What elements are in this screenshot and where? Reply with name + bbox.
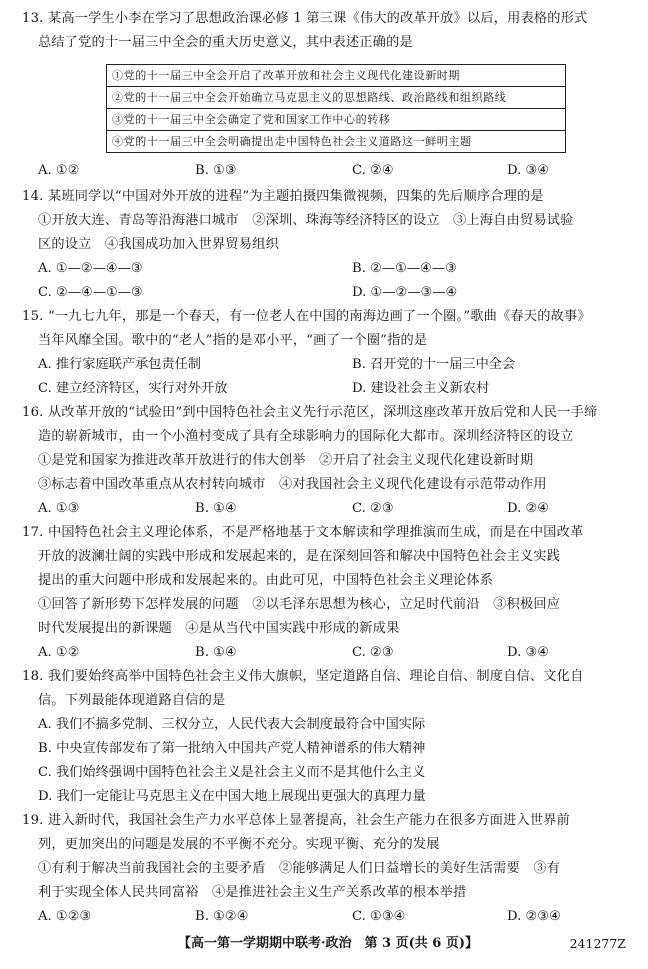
q17-option-c: C. ②③	[352, 645, 394, 660]
q16-option-b: B. ①④	[195, 501, 237, 516]
q16-option-d: D. ②④	[507, 501, 550, 516]
q19-option-d: D. ②③④	[507, 909, 561, 924]
q16-stem-line-3: ①是党和国家为推进改革开放进行的伟大创举 ②开启了社会主义现代化建设新时期	[38, 453, 534, 468]
q17-stem-line-2: 开放的波澜壮阔的实践中形成和发展起来的，是在深刻回答和解决中国特色社会主义实践	[38, 549, 561, 564]
q18-stem-line-1: 18. 我们要始终高举中国特色社会主义伟大旗帜，坚定道路自信、理论自信、制度自信、文化自	[22, 669, 584, 684]
q19-stem-line-4: 利于实现全体人民共同富裕 ④是推进社会主义生产关系改革的根本举措	[38, 885, 467, 900]
q18-option-b: B. 中央宣传部发布了第一批纳入中国共产党人精神谱系的伟大精神	[38, 741, 426, 756]
q15-option-d: D. 建设社会主义新农村	[352, 381, 490, 396]
q18-option-a: A. 我们不搞多党制、三权分立，人民代表大会制度最符合中国实际	[38, 717, 426, 732]
q19-option-a: A. ①②③	[38, 909, 92, 924]
q17-stem-line-1: 17. 中国特色社会主义理论体系，不是严格地基于文本解读和学理推演而生成，而是在中国改革	[22, 525, 584, 540]
q18-option-d: D. 我们一定能让马克思主义在中国大地上展现出更强大的真理力量	[38, 789, 426, 804]
q17-option-d: D. ③④	[507, 645, 550, 660]
q15-option-c: C. 建立经济特区，实行对外开放	[38, 381, 228, 396]
table-row: ②党的十一届三中全会开始确立马克思主义的思想路线、政治路线和组织路线	[107, 87, 565, 109]
q14-stem-line-1: 14. 某班同学以“中国对外开放的进程”为主题拍摄四集微视频，四集的先后顺序合理的是	[22, 189, 544, 204]
q16-option-c: C. ②③	[352, 501, 394, 516]
q17-option-b: B. ①④	[195, 645, 237, 660]
q15-option-a: A. 推行家庭联产承包责任制	[38, 357, 201, 372]
q14-option-b: B. ②—①—④—③	[352, 261, 457, 276]
q14-option-a: A. ①—②—④—③	[38, 261, 143, 276]
table-row: ①党的十一届三中全会开启了改革开放和社会主义现代化建设新时期	[107, 65, 565, 87]
q19-option-b: B. ①②④	[195, 909, 249, 924]
q16-stem-line-2: 造的崭新城市，由一个小渔村变成了具有全球影响力的国际化大都市。深圳经济特区的设立	[38, 429, 574, 444]
q19-option-c: C. ①③④	[352, 909, 406, 924]
table-row: ④党的十一届三中全会明确提出走中国特色社会主义道路这一鲜明主题	[112, 135, 472, 148]
q18-stem-line-2: 信。下列最能体现道路自信的是	[38, 693, 226, 708]
q17-stem-line-3: 提出的重大问题中形成和发展起来的。由此可见，中国特色社会主义理论体系	[38, 573, 494, 588]
q16-option-a: A. ①③	[38, 501, 80, 516]
page-footer: 【高一第一学期期中联考·政治 第 3 页(共 6 页)】	[178, 936, 479, 951]
q15-stem-line-1: 15. “一九七九年，那是一个春天，有一位老人在中国的南海边画了一个圈。”歌曲《春天的故事》	[22, 309, 591, 324]
q15-option-b: B. 召开党的十一届三中全会	[352, 357, 516, 372]
q19-stem-line-3: ①有利于解决当前我国社会的主要矛盾 ②能够满足人们日益增长的美好生活需要 ③有	[38, 861, 561, 876]
q13-option-c: C. ②④	[352, 163, 394, 178]
q15-stem-line-2: 当年风靡全国。歌中的“老人”指的是邓小平，“画了一个圈”指的是	[38, 333, 428, 348]
q13-summary-table	[106, 64, 566, 153]
q14-stem-line-3: 区的设立 ④我国成功加入世界贸易组织	[38, 237, 279, 252]
q14-stem-line-2: ①开放大连、青岛等沿海港口城市 ②深圳、珠海等经济特区的设立 ③上海自由贸易试验	[38, 213, 574, 228]
q14-option-d: D. ①—②—③—④	[352, 285, 458, 300]
q13-option-d: D. ③④	[507, 163, 550, 178]
q17-stem-line-5: 时代发展提出的新课题 ④是从当代中国实践中形成的新成果	[38, 621, 400, 636]
q17-option-a: A. ①②	[38, 645, 80, 660]
q18-option-c: C. 我们始终强调中国特色社会主义是社会主义而不是其他什么主义	[38, 765, 426, 780]
q16-stem-line-4: ③标志着中国改革重点从农村转向城市 ④对我国社会主义现代化建设有示范带动作用	[38, 477, 547, 492]
q13-stem-line-2: 总结了党的十一届三中全会的重大历史意义，其中表述正确的是	[38, 35, 413, 50]
q14-option-c: C. ②—④—①—③	[38, 285, 143, 300]
q19-stem-line-1: 19. 进入新时代，我国社会生产力水平总体上显著提高，社会生产能力在很多方面进入世界前	[22, 813, 571, 828]
q16-stem-line-1: 16. 从改革开放的“试验田”到中国特色社会主义先行示范区，深圳这座改革开放后党和人民一手缔	[22, 405, 598, 420]
q13-option-a: A. ①②	[38, 163, 80, 178]
q17-stem-line-4: ①回答了新形势下怎样发展的问题 ②以毛泽东思想为核心，立足时代前沿 ③积极回应	[38, 597, 561, 612]
q13-stem-line-1: 13. 某高一学生小李在学习了思想政治课必修 1 第三课《伟大的改革开放》以后，用表格的形式	[22, 11, 588, 26]
q19-stem-line-2: 列，更加突出的问题是发展的不平衡不充分。实现平衡、充分的发展	[38, 837, 440, 852]
q13-option-b: B. ①③	[195, 163, 237, 178]
exam-code: 241277Z	[569, 936, 626, 951]
table-row: ③党的十一届三中全会确定了党和国家工作中心的转移	[107, 109, 565, 131]
